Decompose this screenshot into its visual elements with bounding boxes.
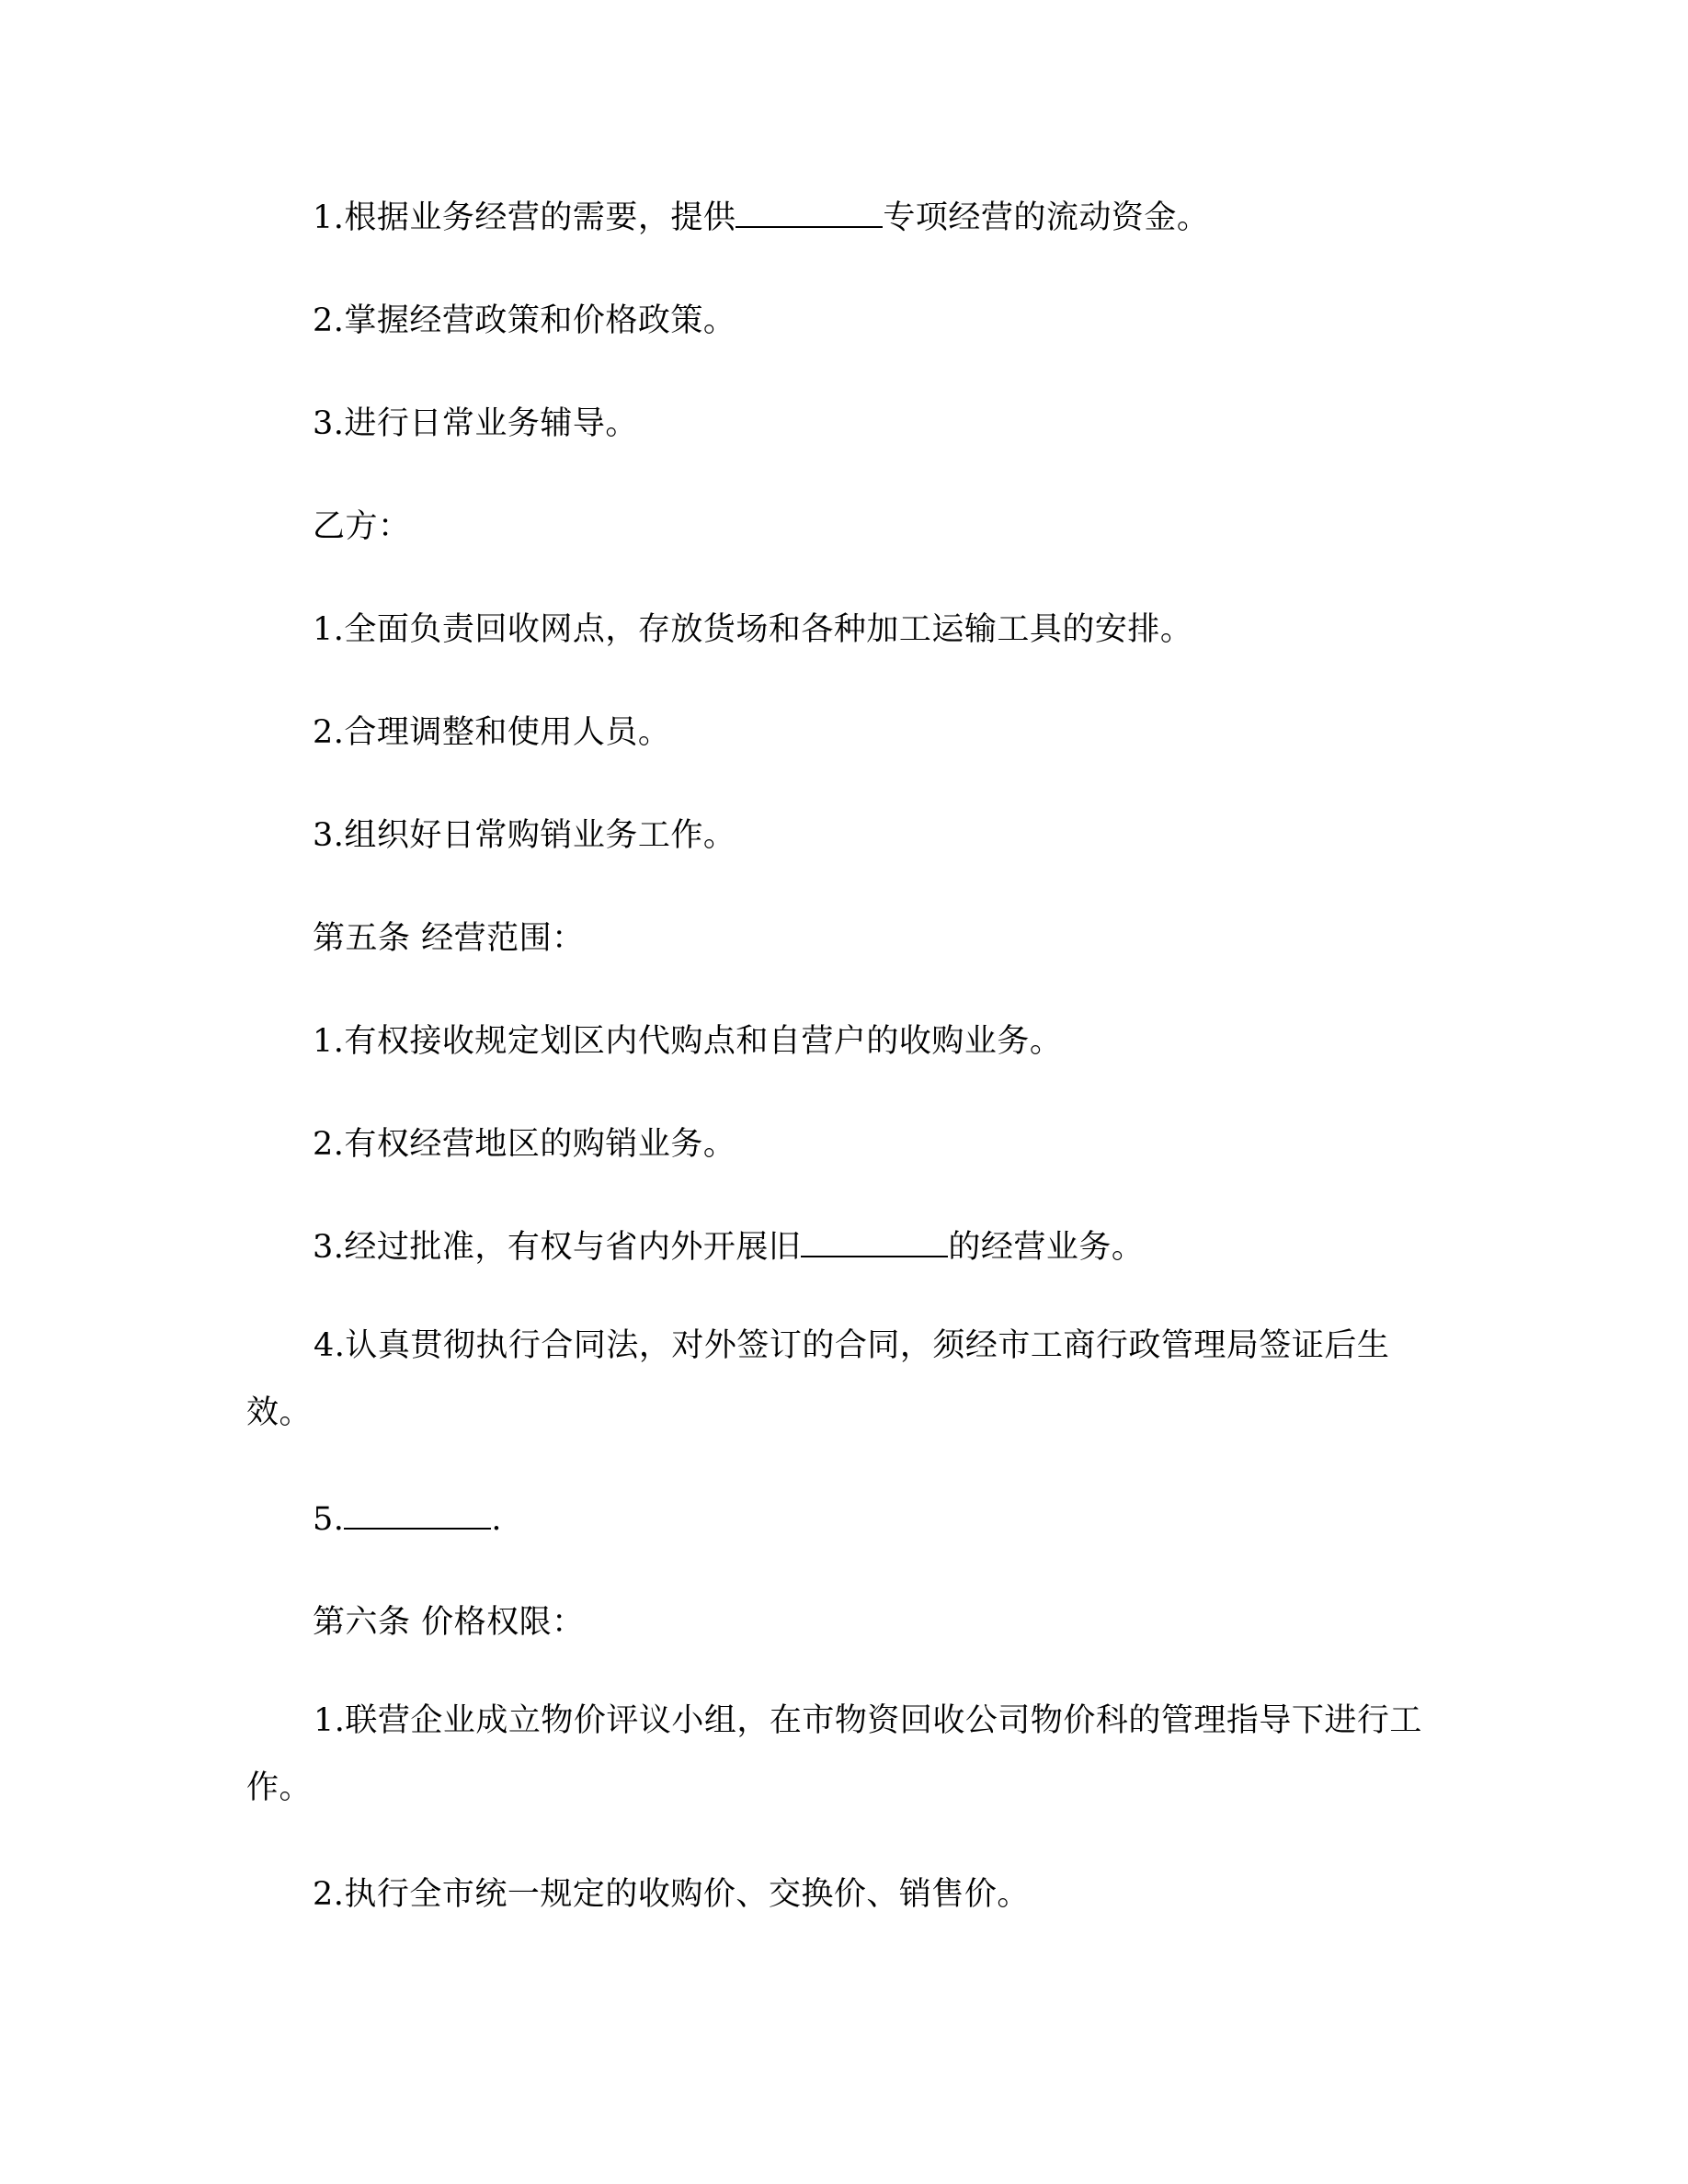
- paragraph-7: 3.组织好日常购销业务工作。: [313, 817, 736, 854]
- paragraph-11-suffix: 的经营业务。: [948, 1229, 1145, 1266]
- article-6-heading: 第六条 价格权限：: [313, 1604, 585, 1641]
- paragraph-2: 2.掌握经营政策和价格政策。: [313, 302, 736, 339]
- paragraph-10: 2.有权经营地区的购销业务。: [313, 1126, 736, 1163]
- party-b-heading: 乙方：: [313, 508, 411, 545]
- article-5-heading: 第五条 经营范围：: [313, 920, 585, 957]
- fill-blank-3: [344, 1500, 491, 1530]
- paragraph-12: 4.认真贯彻执行合同法，对外签订的合同，须经市工商行政管理局签证后生效。: [246, 1327, 1390, 1431]
- paragraph-11: [313, 1210, 1508, 1285]
- paragraph-1-suffix: 专项经营的流动资金。: [883, 199, 1210, 236]
- paragraph-13: [313, 1482, 1508, 1557]
- paragraph-1-prefix: 1.根据业务经营的需要，提供: [313, 199, 736, 236]
- paragraph-3: 3.进行日常业务辅导。: [313, 405, 638, 442]
- paragraph-16: 2.执行全市统一规定的收购价、交换价、销售价。: [313, 1876, 1030, 1913]
- paragraph-11-prefix: 3.经过批准，有权与省内外开展旧: [313, 1229, 802, 1266]
- paragraph-13-suffix: .: [491, 1501, 503, 1538]
- fill-blank-2: [801, 1228, 948, 1257]
- paragraph-1: [313, 180, 1508, 256]
- paragraph-13-prefix: 5.: [313, 1501, 345, 1538]
- paragraph-5: 1.全面负责回收网点，存放货场和各种加工运输工具的安排。: [313, 611, 1193, 648]
- paragraph-6: 2.合理调整和使用人员。: [313, 714, 671, 751]
- paragraph-15: 1.联营企业成立物价评议小组，在市物资回收公司物价科的管理指导下进行工作。: [246, 1702, 1422, 1806]
- fill-blank-1: [736, 199, 883, 228]
- paragraph-9: 1.有权接收规定划区内代购点和自营户的收购业务。: [313, 1023, 1063, 1060]
